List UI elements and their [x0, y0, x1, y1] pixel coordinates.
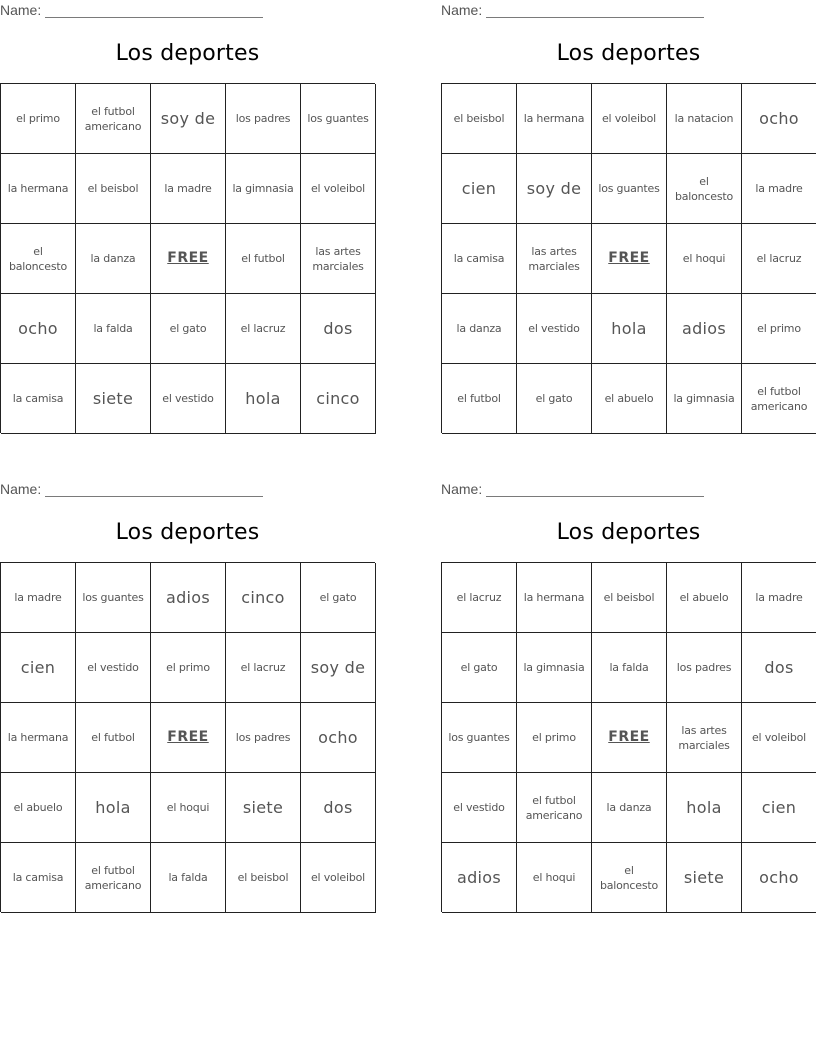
name-field [0, 481, 270, 499]
card-title: Los deportes [556, 520, 701, 545]
name-field [441, 2, 711, 20]
bingo-cell[interactable]: la hermana [1, 154, 76, 224]
bingo-cell[interactable]: dos [301, 773, 376, 843]
bingo-cell[interactable]: soy de [151, 84, 226, 154]
bingo-cell[interactable]: hola [226, 364, 301, 434]
bingo-cell[interactable]: el lacruz [226, 633, 301, 703]
bingo-cell[interactable]: el futbol [226, 224, 301, 294]
bingo-cell[interactable]: los guantes [301, 84, 376, 154]
bingo-cell[interactable]: el futbol americano [517, 773, 592, 843]
bingo-cell[interactable]: los guantes [442, 703, 517, 773]
bingo-cell[interactable]: el hoqui [151, 773, 226, 843]
bingo-cell[interactable]: los guantes [592, 154, 667, 224]
bingo-cell[interactable]: el voleibol [301, 154, 376, 224]
bingo-cell[interactable]: la hermana [1, 703, 76, 773]
bingo-cell[interactable]: el lacruz [742, 224, 816, 294]
name-line[interactable] [45, 17, 263, 18]
bingo-cell[interactable]: el gato [517, 364, 592, 434]
bingo-cell[interactable]: el lacruz [226, 294, 301, 364]
bingo-cell[interactable]: el baloncesto [592, 843, 667, 913]
card-title: Los deportes [115, 520, 260, 545]
bingo-cell[interactable]: siete [226, 773, 301, 843]
bingo-cell[interactable]: la madre [1, 563, 76, 633]
bingo-cell[interactable]: el futbol [442, 364, 517, 434]
name-field [0, 2, 270, 20]
bingo-cell[interactable]: la falda [151, 843, 226, 913]
bingo-cell[interactable]: la danza [76, 224, 151, 294]
card-title: Los deportes [556, 41, 701, 66]
bingo-cell[interactable]: el lacruz [442, 563, 517, 633]
name-field [441, 481, 711, 499]
bingo-cell[interactable]: el baloncesto [667, 154, 742, 224]
bingo-cell[interactable]: la madre [742, 154, 816, 224]
bingo-cell[interactable]: la camisa [442, 224, 517, 294]
bingo-grid [441, 83, 816, 433]
bingo-cell[interactable]: el futbol americano [742, 364, 816, 434]
bingo-cell[interactable]: el abuelo [592, 364, 667, 434]
bingo-card [0, 479, 375, 919]
bingo-cell[interactable]: siete [76, 364, 151, 434]
bingo-cell[interactable]: ocho [1, 294, 76, 364]
bingo-cell[interactable]: el futbol americano [76, 843, 151, 913]
bingo-cell[interactable]: el primo [517, 703, 592, 773]
bingo-cell[interactable]: la camisa [1, 843, 76, 913]
name-label: Name: [0, 481, 42, 497]
bingo-cell[interactable]: los padres [667, 633, 742, 703]
bingo-cell[interactable]: la gimnasia [517, 633, 592, 703]
bingo-cell[interactable]: soy de [301, 633, 376, 703]
bingo-cell[interactable]: los padres [226, 703, 301, 773]
bingo-cell[interactable]: el primo [151, 633, 226, 703]
name-line[interactable] [45, 496, 263, 497]
bingo-cell[interactable]: la hermana [517, 563, 592, 633]
bingo-cell[interactable]: el gato [442, 633, 517, 703]
bingo-cell[interactable]: el abuelo [667, 563, 742, 633]
free-space-cell[interactable]: FREE [151, 703, 226, 773]
bingo-cell[interactable]: dos [742, 633, 816, 703]
bingo-cell[interactable]: siete [667, 843, 742, 913]
bingo-cell[interactable]: las artes marciales [667, 703, 742, 773]
bingo-cell[interactable]: el voleibol [592, 84, 667, 154]
bingo-cell[interactable]: la falda [592, 633, 667, 703]
bingo-cell[interactable]: cien [1, 633, 76, 703]
bingo-cell[interactable]: adios [151, 563, 226, 633]
bingo-cell[interactable]: el hoqui [667, 224, 742, 294]
name-line[interactable] [486, 17, 704, 18]
bingo-card [0, 0, 375, 440]
bingo-cell[interactable]: cinco [226, 563, 301, 633]
bingo-cell[interactable]: el primo [742, 294, 816, 364]
name-line[interactable] [486, 496, 704, 497]
bingo-cell[interactable]: los padres [226, 84, 301, 154]
bingo-cell[interactable]: el beisbol [76, 154, 151, 224]
bingo-cell[interactable]: la gimnasia [226, 154, 301, 224]
bingo-cell[interactable]: el hoqui [517, 843, 592, 913]
bingo-cell[interactable]: el baloncesto [1, 224, 76, 294]
bingo-cell[interactable]: cien [742, 773, 816, 843]
bingo-grid [441, 562, 816, 912]
free-space-cell[interactable]: FREE [592, 224, 667, 294]
bingo-cell[interactable]: la hermana [517, 84, 592, 154]
name-label: Name: [441, 2, 483, 18]
bingo-cell[interactable]: el vestido [442, 773, 517, 843]
bingo-cell[interactable]: el futbol [76, 703, 151, 773]
bingo-grid [0, 83, 375, 433]
bingo-cell[interactable]: cinco [301, 364, 376, 434]
bingo-cell[interactable]: la gimnasia [667, 364, 742, 434]
bingo-cell[interactable]: hola [592, 294, 667, 364]
free-space-cell[interactable]: FREE [151, 224, 226, 294]
bingo-grid [0, 562, 375, 912]
bingo-cell[interactable]: la natacion [667, 84, 742, 154]
bingo-cell[interactable]: la danza [592, 773, 667, 843]
bingo-cell[interactable]: el futbol americano [76, 84, 151, 154]
bingo-cell[interactable]: el vestido [151, 364, 226, 434]
free-space-cell[interactable]: FREE [592, 703, 667, 773]
bingo-cell[interactable]: el abuelo [1, 773, 76, 843]
name-label: Name: [441, 481, 483, 497]
bingo-cell[interactable]: los guantes [76, 563, 151, 633]
bingo-cell[interactable]: ocho [742, 843, 816, 913]
bingo-cell[interactable]: el beisbol [442, 84, 517, 154]
bingo-cell[interactable]: la madre [151, 154, 226, 224]
bingo-cell[interactable]: las artes marciales [301, 224, 376, 294]
bingo-cell[interactable]: adios [442, 843, 517, 913]
bingo-cell[interactable]: el voleibol [301, 843, 376, 913]
bingo-cell[interactable]: hola [76, 773, 151, 843]
bingo-card [441, 0, 816, 440]
bingo-cell[interactable]: soy de [517, 154, 592, 224]
bingo-card [441, 479, 816, 919]
bingo-cell[interactable]: el gato [301, 563, 376, 633]
bingo-cell[interactable]: hola [667, 773, 742, 843]
name-label: Name: [0, 2, 42, 18]
bingo-cell[interactable]: el beisbol [592, 563, 667, 633]
bingo-cell[interactable]: la madre [742, 563, 816, 633]
bingo-cell[interactable]: adios [667, 294, 742, 364]
bingo-cell[interactable]: la camisa [1, 364, 76, 434]
bingo-cell[interactable]: el beisbol [226, 843, 301, 913]
bingo-cell[interactable]: la falda [76, 294, 151, 364]
bingo-cell[interactable]: la danza [442, 294, 517, 364]
bingo-cell[interactable]: dos [301, 294, 376, 364]
card-title: Los deportes [115, 41, 260, 66]
bingo-cell[interactable]: ocho [301, 703, 376, 773]
bingo-cell[interactable]: el gato [151, 294, 226, 364]
bingo-cell[interactable]: el voleibol [742, 703, 816, 773]
bingo-cell[interactable]: ocho [742, 84, 816, 154]
bingo-cell[interactable]: cien [442, 154, 517, 224]
bingo-cell[interactable]: las artes marciales [517, 224, 592, 294]
bingo-cell[interactable]: el vestido [76, 633, 151, 703]
bingo-cell[interactable]: el primo [1, 84, 76, 154]
bingo-cell[interactable]: el vestido [517, 294, 592, 364]
